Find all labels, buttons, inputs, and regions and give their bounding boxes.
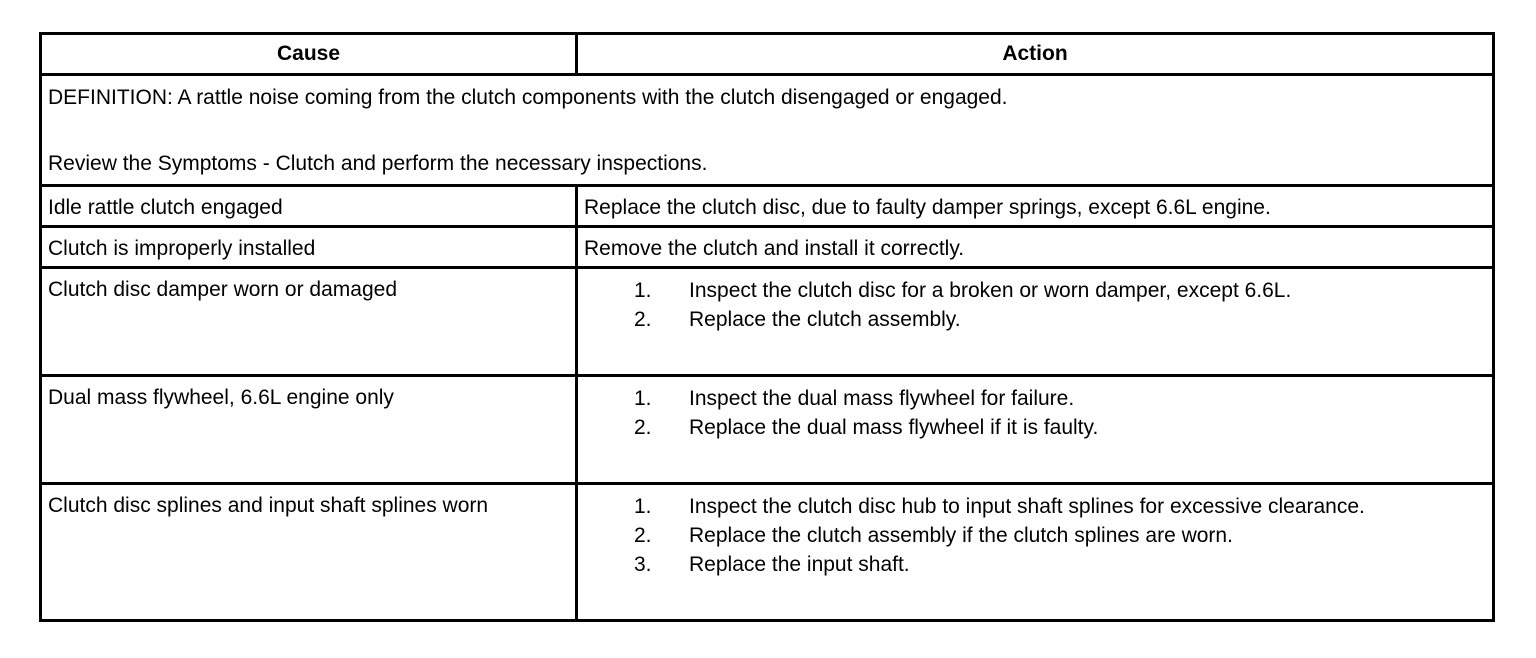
spacer (48, 112, 1486, 149)
step-text: Replace the dual mass flywheel if it is faulty. (689, 416, 1099, 439)
cause-cell: Clutch is improperly installed (42, 228, 577, 269)
action-cell (577, 377, 1492, 485)
cause-cell: Clutch disc damper worn or damaged (42, 269, 577, 377)
action-step (584, 305, 1486, 334)
diagnostic-table (39, 32, 1495, 622)
step-number: 2. (634, 308, 652, 331)
header-action: Action (577, 35, 1492, 76)
step-number: 1. (634, 495, 652, 518)
action-steps (584, 379, 1486, 442)
step-text: Replace the clutch assembly if the clutch splines are worn. (689, 524, 1233, 547)
step-text: Replace the clutch assembly. (689, 308, 961, 331)
action-cell (577, 485, 1492, 619)
definition-text: DEFINITION: A rattle noise coming from the clutch components with the clutch disengaged or engaged. (48, 86, 1008, 109)
definition-row (42, 76, 1492, 187)
step-text: Inspect the clutch disc for a broken or worn damper, except 6.6L. (689, 279, 1292, 302)
action-cell: Remove the clutch and install it correctly. (577, 228, 1492, 269)
step-text: Inspect the dual mass flywheel for failure. (689, 387, 1075, 410)
step-number: 2. (634, 524, 652, 547)
action-step (584, 521, 1486, 550)
step-text: Inspect the clutch disc hub to input shaft splines for excessive clearance. (689, 495, 1365, 518)
step-number: 2. (634, 416, 652, 439)
action-step (584, 413, 1486, 442)
step-number: 1. (634, 387, 652, 410)
cause-cell: Dual mass flywheel, 6.6L engine only (42, 377, 577, 485)
action-step (584, 276, 1486, 305)
action-cell: Replace the clutch disc, due to faulty damper springs, except 6.6L engine. (577, 187, 1492, 228)
action-steps (584, 487, 1486, 579)
cause-cell: Idle rattle clutch engaged (42, 187, 577, 228)
header-cause: Cause (42, 35, 577, 76)
review-text: Review the Symptoms - Clutch and perform the necessary inspections. (48, 152, 708, 175)
action-step (584, 384, 1486, 413)
cause-cell: Clutch disc splines and input shaft splines worn (42, 485, 577, 619)
action-steps (584, 271, 1486, 334)
step-text: Replace the input shaft. (689, 553, 910, 576)
step-number: 1. (634, 279, 652, 302)
action-cell (577, 269, 1492, 377)
action-step (584, 550, 1486, 579)
action-step (584, 492, 1486, 521)
step-number: 3. (634, 553, 652, 576)
